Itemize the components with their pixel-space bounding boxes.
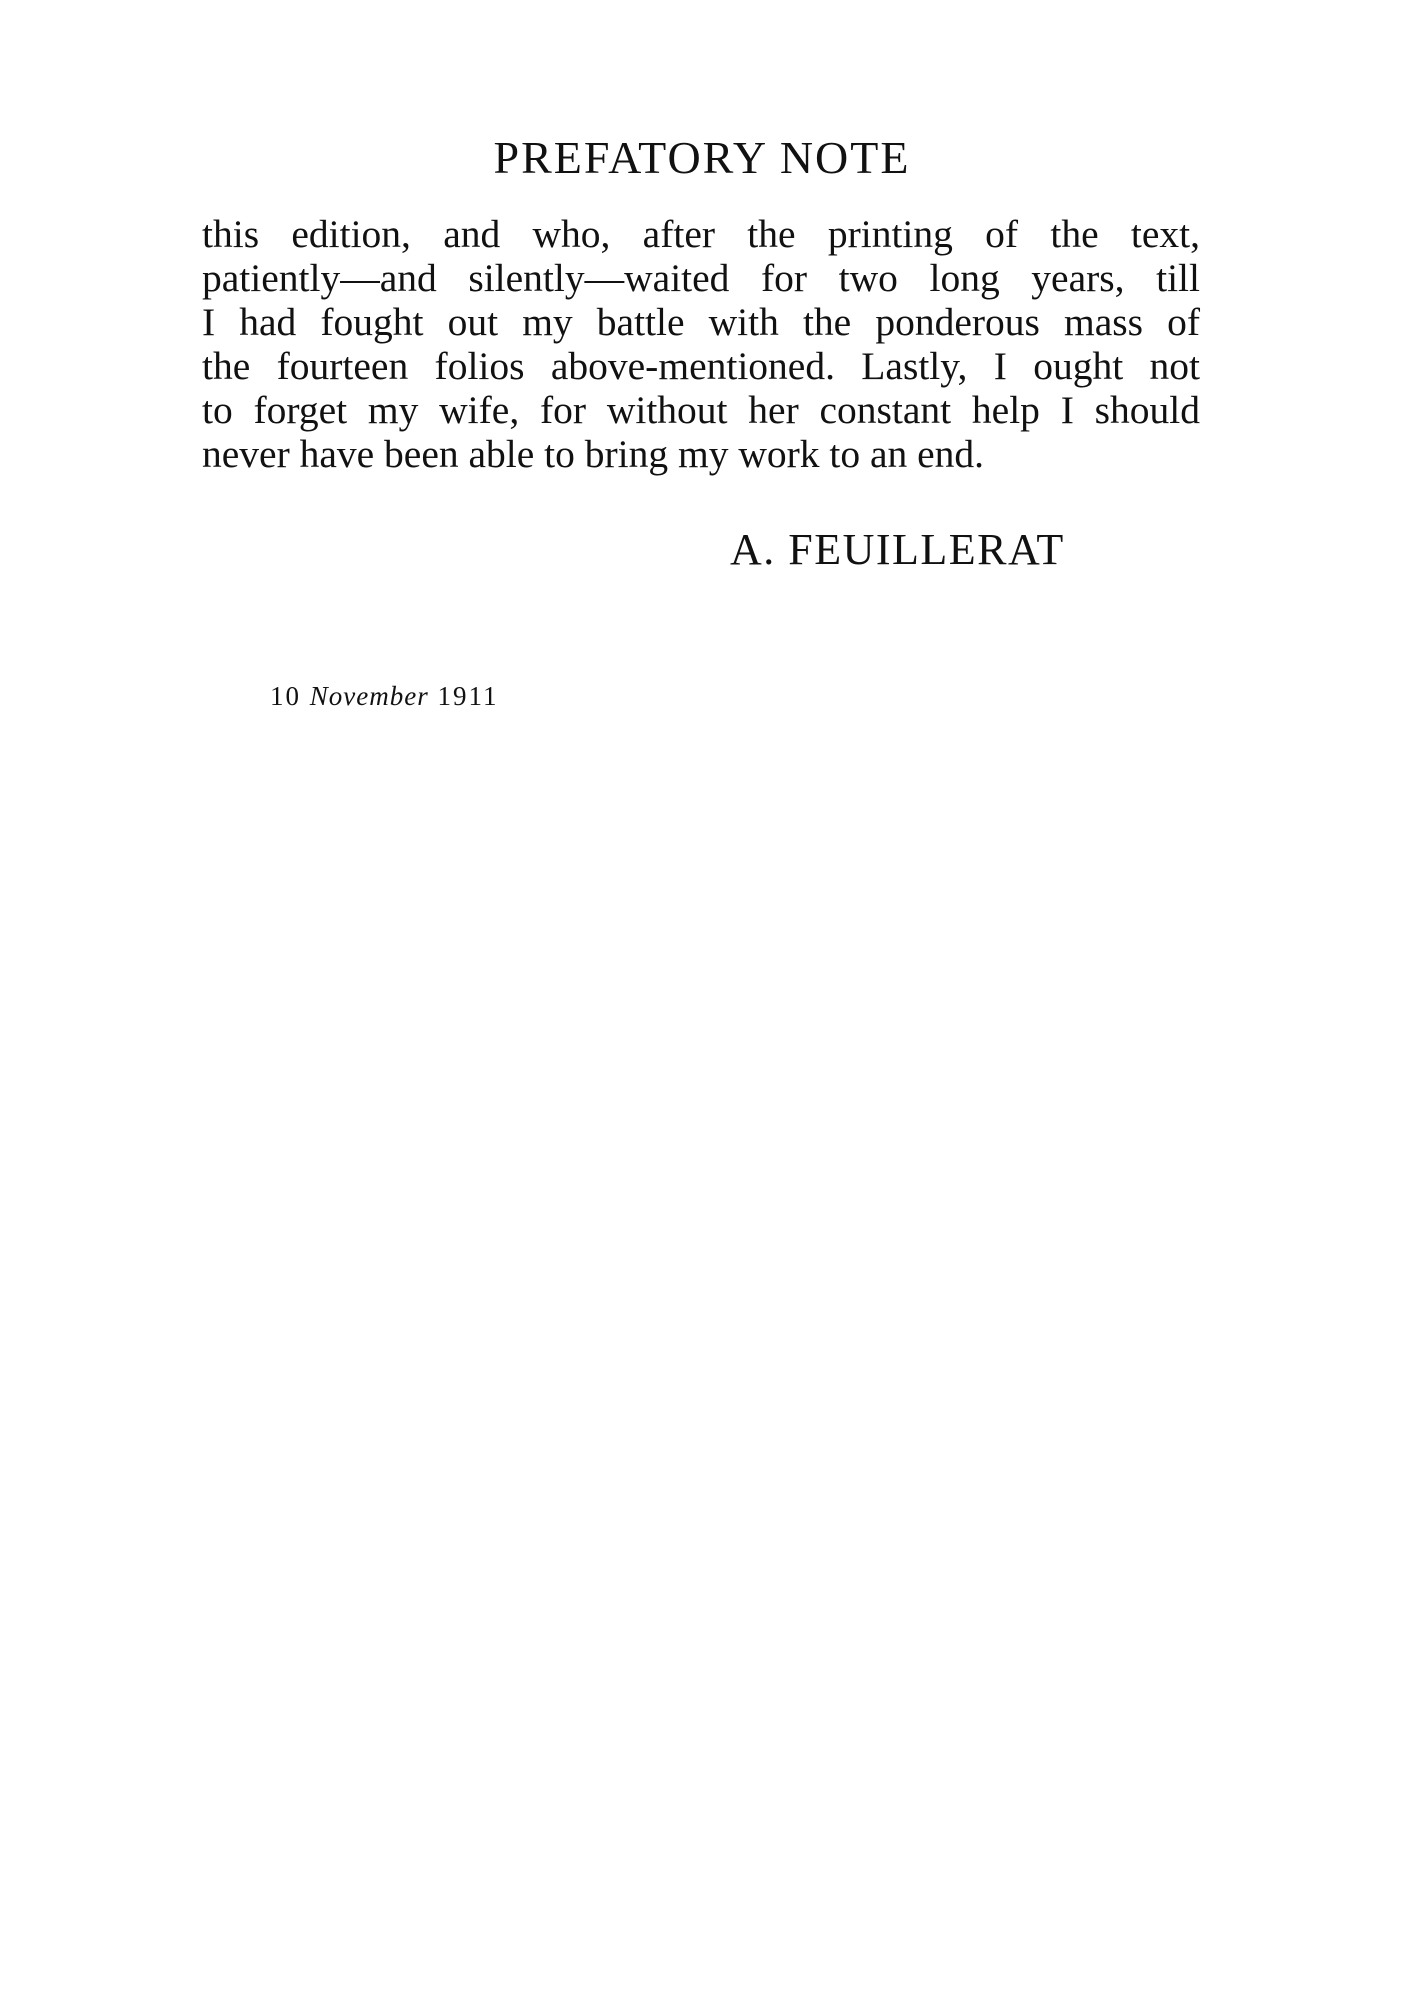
body-line: I had fought out my battle with the ponderous mass of — [202, 300, 1200, 344]
prefatory-note-body — [202, 212, 1200, 476]
date-line — [270, 676, 498, 716]
author-signature: A. FEUILLERAT — [730, 525, 1065, 574]
date-day: 10 — [270, 681, 301, 711]
date-year: 1911 — [437, 681, 499, 711]
date-month: November — [309, 681, 429, 711]
body-line: never have been able to bring my work to an end. — [202, 432, 985, 476]
body-line: patiently—and silently—waited for two long years, till — [202, 256, 1200, 300]
body-line: to forget my wife, for without her constant help I should — [202, 388, 1200, 432]
body-line: the fourteen folios above-mentioned. Lastly, I ought not — [202, 344, 1200, 388]
running-head-title: PREFATORY NOTE — [493, 132, 911, 183]
body-line: this edition, and who, after the printing of the text, — [202, 212, 1200, 256]
